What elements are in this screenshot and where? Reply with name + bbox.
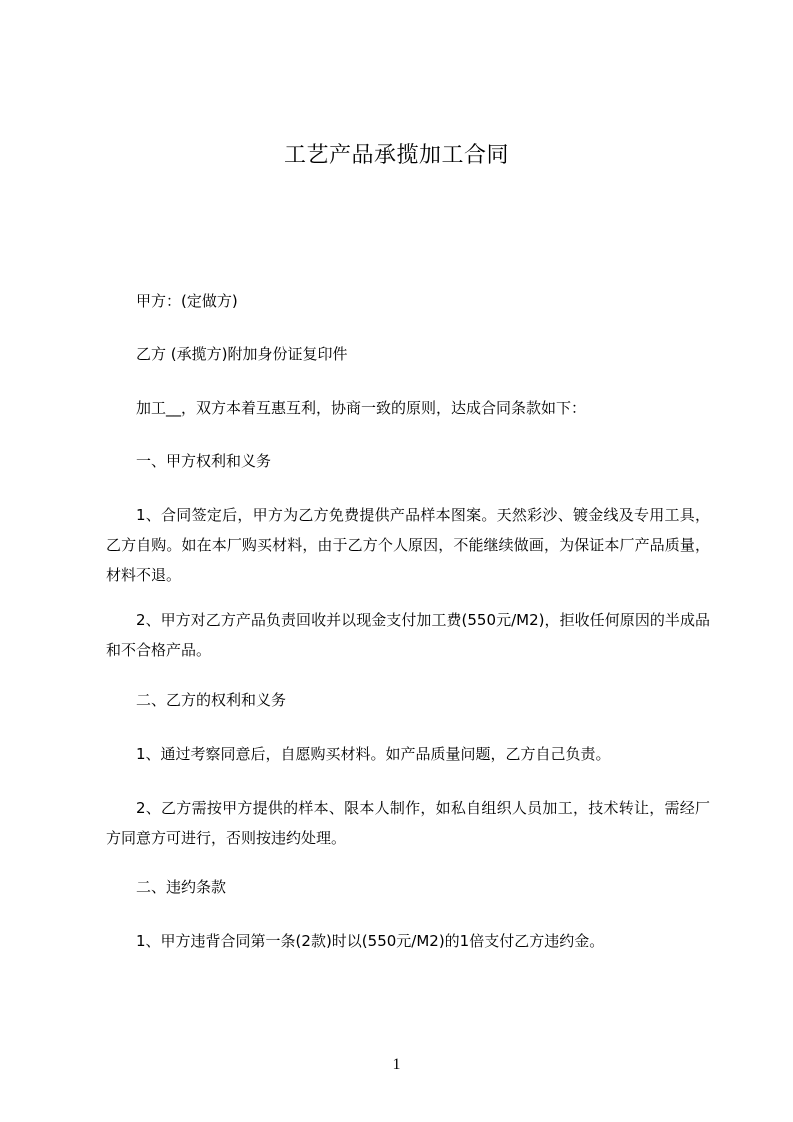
section-heading-party-a-rights: 一、甲方权利和义务 <box>136 452 272 470</box>
clause-3-1: 1、甲方违背合同第一条(2款)时以(550元/M2)的1倍支付乙方违约金。 <box>136 932 605 950</box>
party-b-line: 乙方 (承揽方)附加身份证复印件 <box>136 345 348 363</box>
clause-1-2: 2、甲方对乙方产品负责回收并以现金支付加工费(550元/M2)，拒收任何原因的半成品和不合格产品。 <box>106 611 710 659</box>
document-title: 工艺产品承揽加工合同 <box>283 143 509 168</box>
clause-2-2: 2、乙方需按甲方提供的样本、限本人制作，如私自组织人员加工，技术转让，需经厂方同意方可进行，否则按违约处理。 <box>106 799 710 847</box>
page-number: 1 <box>392 1056 401 1073</box>
section-heading-party-b-rights: 二、乙方的权利和义务 <box>136 691 287 709</box>
section-heading-breach: 二、违约条款 <box>136 878 227 896</box>
clause-2-1: 1、通过考察同意后，自愿购买材料。如产品质量问题，乙方自己负责。 <box>136 745 611 763</box>
party-a-line: 甲方：(定做方) <box>136 292 238 310</box>
intro-paragraph: 加工__，双方本着互惠互利，协商一致的原则，达成合同条款如下： <box>136 399 587 417</box>
clause-1-1: 1、合同签定后，甲方为乙方免费提供产品样本图案。天然彩沙、镀金线及专用工具，乙方自购。如在本厂购买材料，由于乙方个人原因，不能继续做画，为保证本厂产品质量，材料不退。 <box>106 506 710 584</box>
